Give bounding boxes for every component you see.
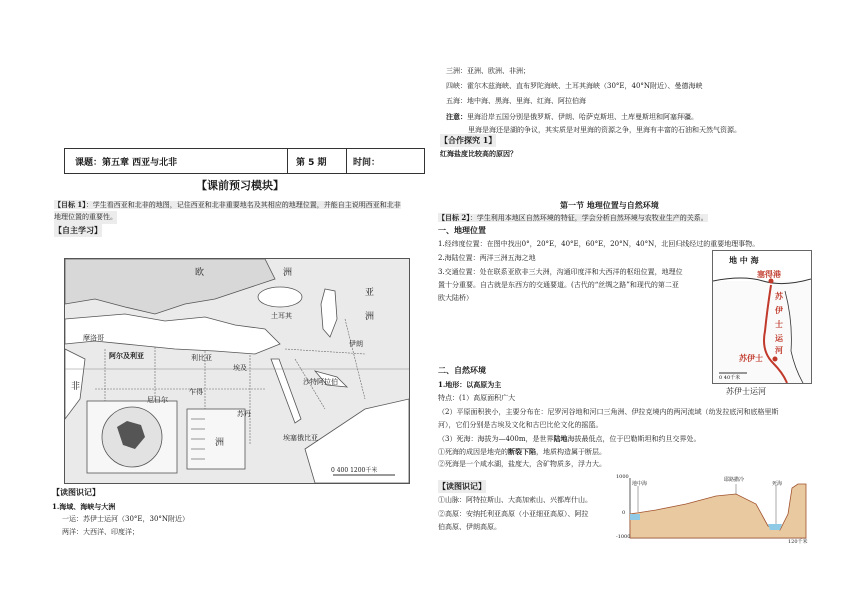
dead-sea-l2b: 断裂下陷 [508,447,536,456]
map-label-iran: 伊朗 [349,340,363,348]
map-label-europe: 欧 [195,268,205,278]
map-label-morocco: 摩洛哥 [83,334,104,342]
lesson-time: 时间： [353,157,381,168]
profile-label-deadsea: 死海 [772,481,783,487]
map-label-egypt: 埃及 [233,364,247,372]
suez-canal-char5: 河 [775,345,783,355]
read-map-heading: 【读图识记】 [52,487,100,497]
goal2-line [438,211,708,225]
map-label-turkey: 土耳其 [271,312,292,320]
map-label-asia2: 洲 [365,312,375,322]
suez-port-label: 塞得港 [757,269,781,279]
terrain-l2: （2）平原面积狭小，主要分布在：尼罗河谷地和河口三角洲、伊拉克境内的两河流域（幼发拉底河和底格里斯 [438,408,779,416]
geo-location-heading: 一、地理位置 [438,226,486,235]
profile-label-jerusalem: 耶路撒冷 [724,477,745,483]
caspian-dispute: 里海是海还是湖的争议，其实质是对里海的资源之争，里海有丰富的石油和天然气资源。 [468,126,741,134]
dead-sea-l2 [438,445,606,459]
cooperation-heading: 【合作探究 1】 [440,135,497,145]
goal2-text: ：学生利用本地区自然环境的特征，学会分析自然环境与农牧业生产的关系。 [469,214,708,222]
read-map-heading-2: 【读图识记】 [438,481,486,491]
map-label-saudi: 沙特阿拉伯 [303,378,338,386]
four-straits: 四峡：霍尔木兹海峡、直布罗陀海峡、土耳其海峡（30°E，40°N附近）、曼德海峡 [446,82,703,90]
note-text: 里海沿岸五国分别是俄罗斯、伊朗、哈萨克斯坦、土库曼斯坦和阿塞拜疆。 [467,113,698,121]
nature-heading: 二、自然环境 [438,366,486,375]
goal1-tag: 【目标 1】 [54,200,86,209]
map-label-asia: 亚 [365,288,375,298]
map-label-algeria: 阿尔及利亚 [109,351,144,360]
profile-x-end: 120千米 [788,539,808,545]
suez-canal-map [712,250,812,384]
lesson-topic: 课题：第五章 西亚与北非 [65,149,288,173]
dead-sea-l3: ②死海是一个咸水湖，盐度大，含矿物质多，浮力大。 [438,460,606,468]
terrain-l3: 河），它们分别是古埃及文化和古巴比伦文化的摇篮。 [438,421,603,429]
elevation-profile [616,474,812,544]
suez-canal-char2: 伊 [775,305,783,315]
suez-city-label: 苏伊士 [739,353,763,363]
geo-location-l4: 置十分重要。自古就是东西方的交通要道。(古代的“丝绸之路”和现代的第二亚 [438,281,679,289]
dead-sea-l2a: ①死海的成因是地壳的 [438,448,508,456]
map-label-africa: 非 [71,382,81,392]
geo-location-l1: 1.经纬度位置：在图中找出0°，20°E，40°E，60°E，20°N，40°N，北回归线经过的重要地理事物。 [438,240,760,248]
map-label-africa2: 洲 [215,438,225,448]
profile-y-mid: 0 [622,510,626,516]
map-label-sudan: 苏丹 [237,410,251,418]
suez-canal-char3: 士 [775,319,783,329]
suez-caption: 苏伊士运河 [726,387,766,396]
map-label-niger: 尼日尔 [147,396,168,404]
west-asia-north-africa-map [64,258,410,484]
map-label-chad: 乍得 [189,388,203,396]
lesson-issue: 第 5 期 [288,149,347,173]
dead-sea-l1a: （3）死海：海拔为—400m，是世界 [438,435,554,443]
profile-y-bot: -1000 [616,534,631,540]
goal1-line1 [54,198,401,212]
canal-line: 一运：苏伊士运河（30°E，30°N附近） [62,515,190,523]
dead-sea-l1c: 海拔最低点，位于巴勒斯坦和约旦交界处。 [567,435,701,443]
goal1-line2: 地理位置的重要性。 [54,211,117,224]
suez-scale: 0 40千米 [719,375,741,381]
geo-location-l2: 2.海陆位置：两洋三洲五海之地 [438,254,536,262]
map-scale: 0 400 1200千米 [331,467,378,474]
seas-straits-heading: 1.海域、海峡与大洲 [52,502,116,511]
suez-sea-label: 地 中 海 [729,255,759,265]
section-title: 第一节 地理位置与自然环境 [560,201,659,210]
terrain-l1: 特点：(1）高原面积广大 [438,394,516,402]
geo-location-l5: 欧大陆桥） [438,294,473,302]
profile-label-med: 地中海 [632,481,648,487]
goal1-text: ：学生看西亚和北非的地图，记住西亚和北非重要地名及其相应的地理位置，并能自主说明西亚和北非 [85,201,401,209]
self-study-heading: 【自主学习】 [54,225,102,235]
suez-canal-char4: 运 [775,333,783,343]
terrain-heading: 1.地形：以高原为主 [438,380,502,389]
map-label-libya: 利比亚 [191,354,212,362]
module-title: 【课前预习模块】 [196,179,284,192]
map-label-europe2: 洲 [283,268,293,278]
mountains-line: ①山脉：阿特拉斯山、大高加索山、兴都库什山。 [438,496,592,504]
dead-sea-l1 [438,432,700,446]
oceans-line: 两洋：大西洋、印度洋； [62,528,139,536]
caspian-note [446,110,698,124]
dead-sea-l1b: 陆地 [553,434,568,443]
dead-sea-l2c: ，地质构造属于断层。 [536,448,606,456]
geo-location-l3: 3.交通位置：处在联系亚欧非三大洲，沟通印度洋和大西洋的枢纽位置，地理位 [438,268,683,276]
lesson-header-table [64,148,425,174]
goal2-tag: 【目标 2】 [438,213,470,222]
map-label-ethiopia: 埃塞俄比亚 [283,434,318,442]
three-continents: 三洲：亚洲、欧洲、非洲； [446,67,530,75]
note-label: 注意： [446,112,467,121]
five-seas: 五海：地中海、黑海、里海、红海、阿拉伯海 [446,97,586,105]
plateaus-line1: ②高原：安纳托利亚高原（小亚细亚高原）、阿拉 [438,510,589,518]
cooperation-question: 红海盐度比较高的原因？ [440,149,517,158]
suez-canal-char1: 苏 [775,291,783,301]
profile-y-top: 1000 [616,474,629,480]
plateaus-line2: 伯高原、伊朗高原。 [438,523,501,531]
